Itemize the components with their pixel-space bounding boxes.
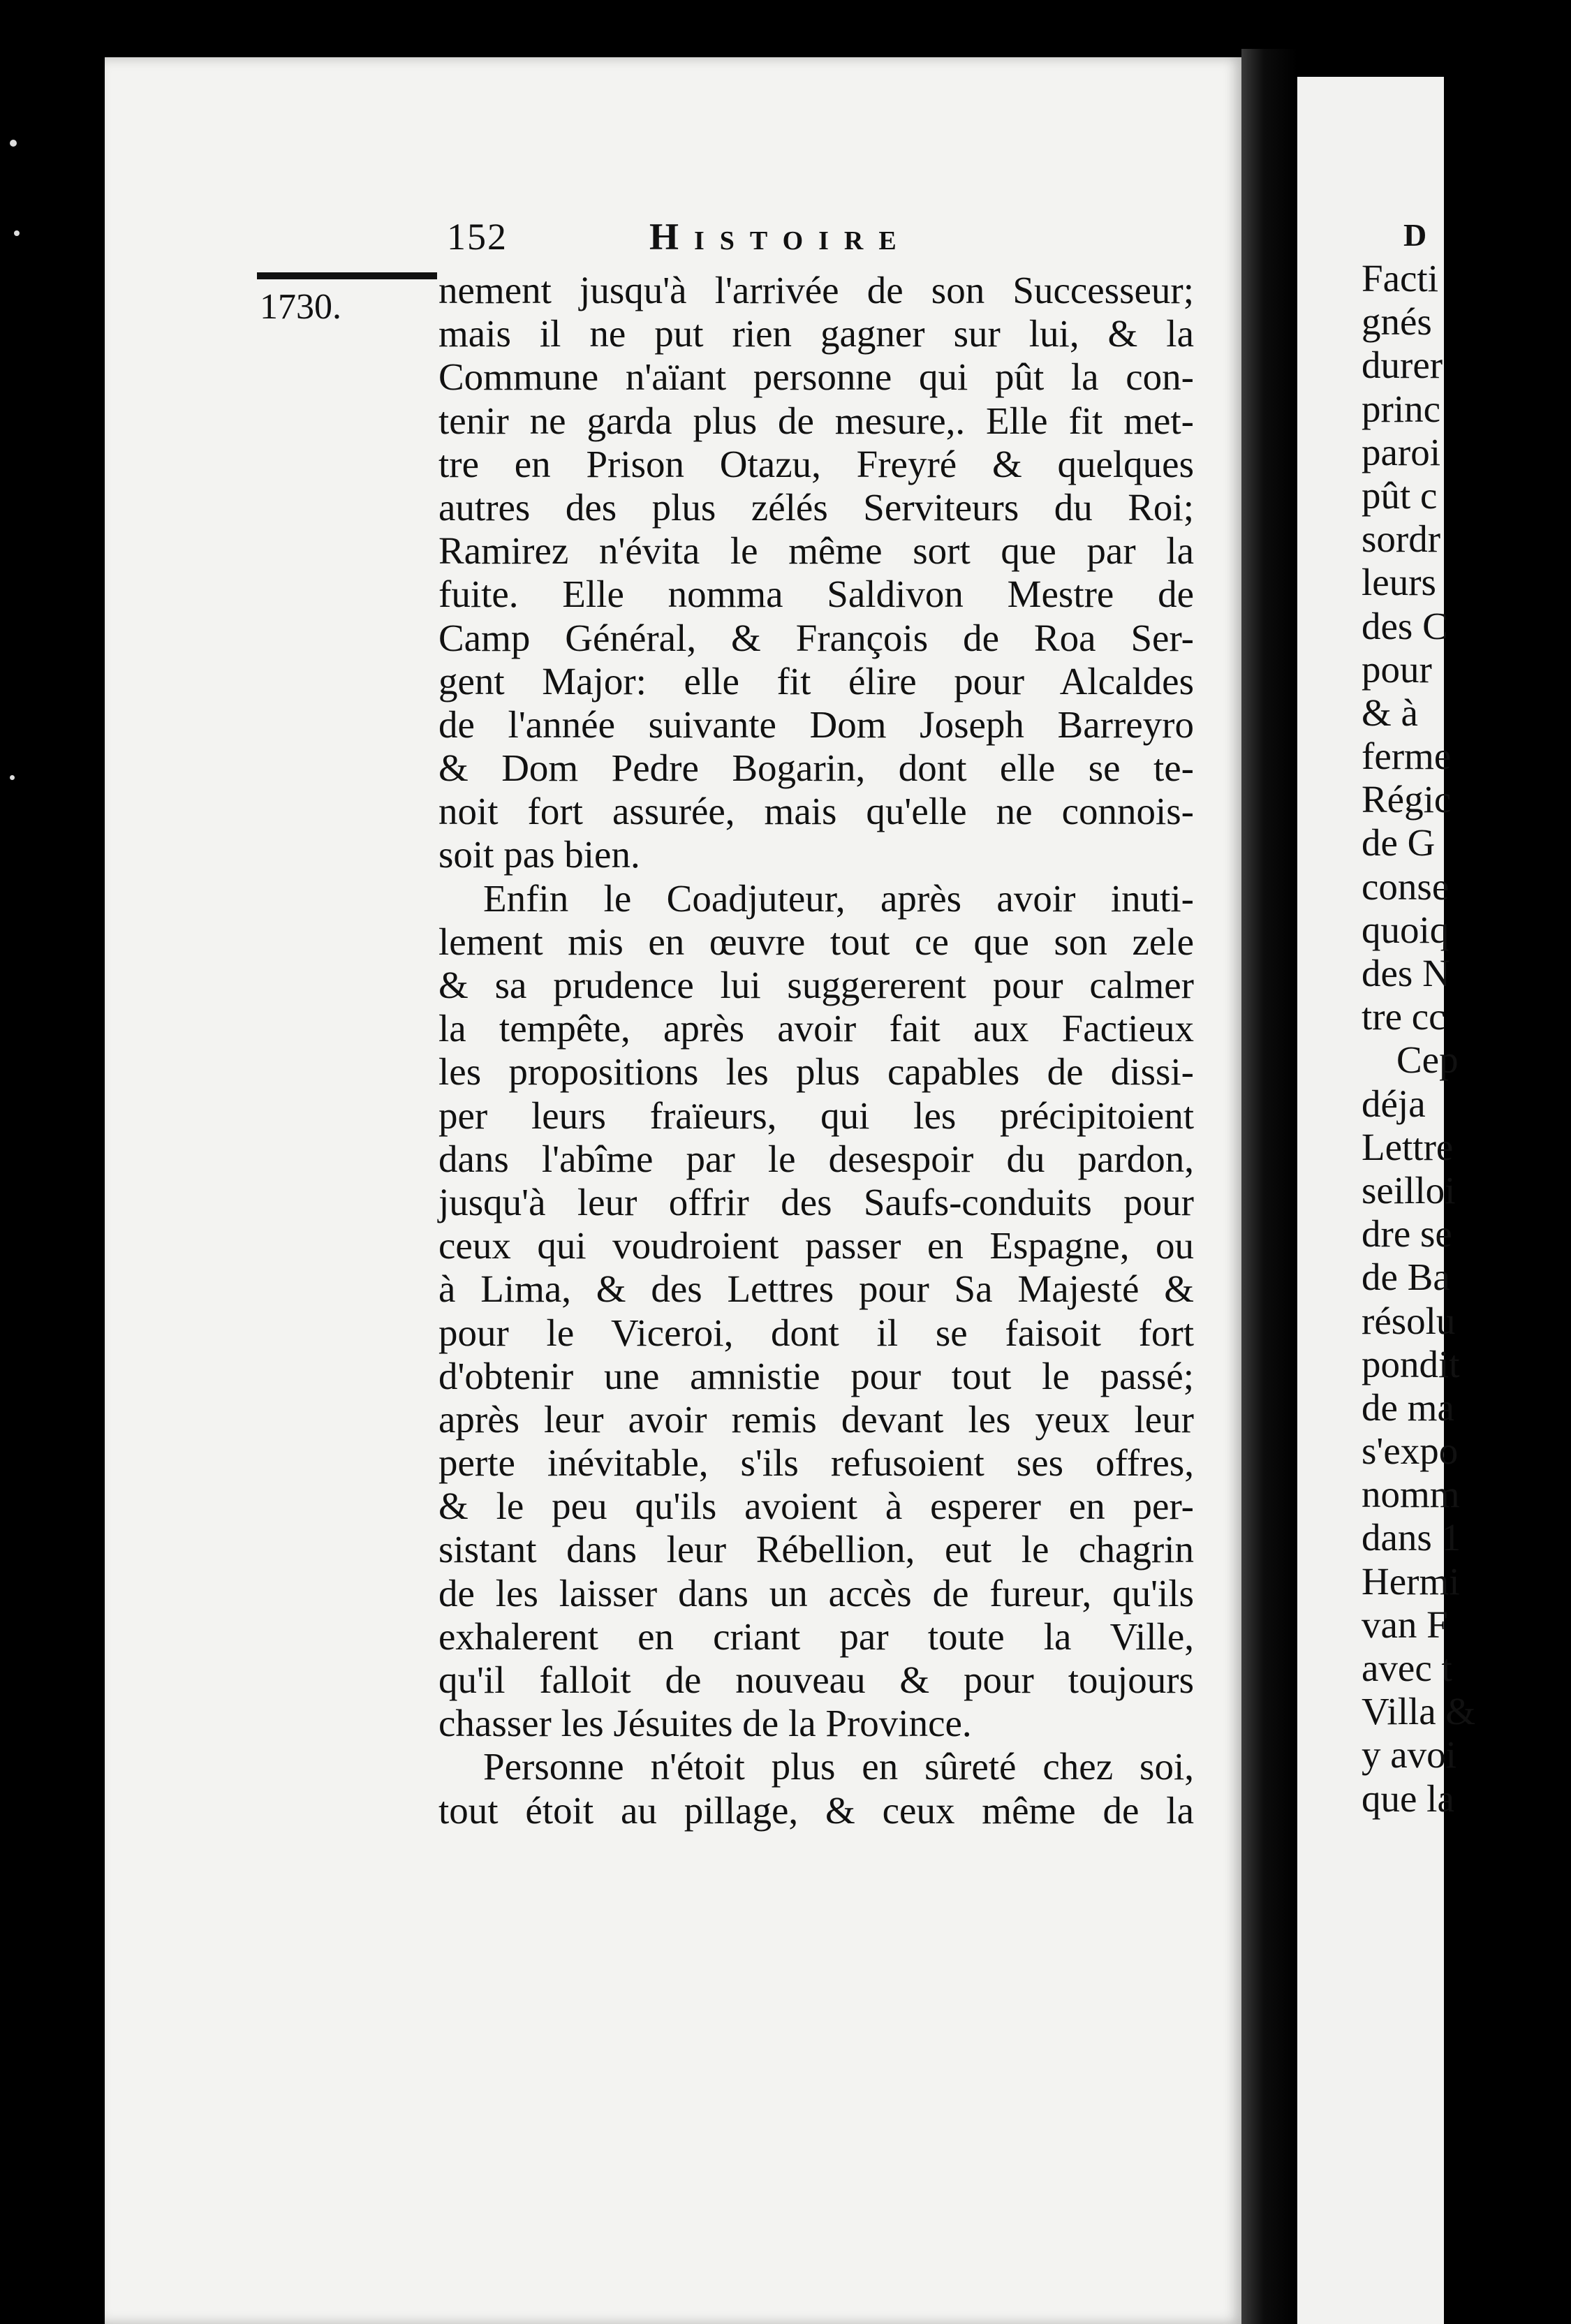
text-line: ceux qui voudroient passer en Espagne, ou [438, 1224, 1194, 1267]
right-text-line: que la [1362, 1777, 1454, 1820]
right-page-header: D [1403, 217, 1427, 253]
right-text-line: paroi [1362, 430, 1441, 473]
text-line: Personne n'étoit plus en sûreté chez soi, [483, 1745, 1194, 1788]
right-text-line: & à [1362, 691, 1418, 734]
text-line: Camp Général, & François de Roa Ser- [438, 616, 1194, 659]
right-text-line: durer [1362, 344, 1443, 387]
right-text-line: quoiq [1362, 908, 1450, 951]
text-line: & sa prudence lui suggererent pour calmer [438, 964, 1194, 1006]
right-text-line: ferme [1362, 735, 1452, 778]
right-text-line: s'expo [1362, 1429, 1459, 1473]
margin-year: 1730. [260, 287, 341, 327]
right-text-line: van F [1362, 1603, 1448, 1646]
text-line: mais il ne put rien gagner sur lui, & la [438, 312, 1194, 355]
right-text-line: déja [1362, 1082, 1426, 1125]
text-line: d'obtenir une amnistie pour tout le passé; [438, 1354, 1194, 1397]
page-number: 152 [447, 216, 508, 258]
text-line: & Dom Pedre Bogarin, dont elle se te- [438, 747, 1194, 790]
right-text-line: pondit [1362, 1342, 1460, 1385]
text-line: per leurs fraïeurs, qui les précipitoient [438, 1094, 1194, 1137]
text-line: & le peu qu'ils avoient à esperer en per- [438, 1485, 1194, 1528]
text-line: sistant dans leur Rébellion, eut le chagrin [438, 1528, 1194, 1571]
right-text-line: Villa & [1362, 1690, 1476, 1733]
right-text-line: tre cc [1362, 995, 1446, 1038]
text-line: jusqu'à leur offrir des Saufs-conduits pour [438, 1180, 1194, 1223]
speck [14, 230, 20, 236]
right-text-line: seilloi [1362, 1168, 1456, 1212]
text-line: Enfin le Coadjuteur, après avoir inuti- [483, 876, 1194, 920]
text-line: à Lima, & des Lettres pour Sa Majesté & [438, 1267, 1194, 1311]
right-text-line: Cep [1396, 1038, 1459, 1082]
text-line: les propositions les plus capables de dissi- [438, 1050, 1194, 1094]
right-text-line: Facti [1362, 257, 1438, 300]
right-text-line: dre se [1362, 1212, 1452, 1256]
text-line: tout étoit au pillage, & ceux même de la [438, 1788, 1194, 1832]
right-text-line: des C [1362, 604, 1448, 647]
speck [10, 140, 17, 147]
text-line: exhalerent en criant par toute la Ville, [438, 1615, 1194, 1658]
text-line: lement mis en œuvre tout ce que son zele [438, 920, 1194, 963]
text-line: gent Major: elle fit élire pour Alcaldes [438, 659, 1194, 703]
right-text-line: pût c [1362, 473, 1438, 517]
right-text-line: pour [1362, 647, 1432, 691]
right-text-line: sordr [1362, 517, 1441, 561]
right-text-line: gnés [1362, 300, 1432, 344]
text-line: autres des plus zélés Serviteurs du Roi; [438, 485, 1194, 529]
text-line: Commune n'aïant personne qui pût la con- [438, 355, 1194, 399]
right-text-line: nomm [1362, 1473, 1460, 1516]
text-line: pour le Viceroi, dont il se faisoit fort [438, 1311, 1194, 1354]
right-text-line: des N [1362, 952, 1450, 994]
body-text [438, 269, 1194, 1832]
text-line: Ramirez n'évita le même sort que par la [438, 529, 1194, 573]
text-line: noit fort assurée, mais qu'elle ne connois- [438, 790, 1194, 833]
right-text-line: y avoi [1362, 1733, 1456, 1777]
right-page-text [1362, 257, 1571, 1821]
right-text-line: Régic [1362, 778, 1452, 821]
header-rule [257, 272, 437, 279]
right-text-line: de Ba [1362, 1256, 1450, 1299]
text-line: dans l'abîme par le desespoir du pardon, [438, 1137, 1194, 1180]
page-header [447, 215, 1187, 257]
text-line: nement jusqu'à l'arrivée de son Successeur; [438, 269, 1194, 311]
text-line: qu'il falloit de nouveau & pour toujours [438, 1659, 1194, 1701]
right-text-line: résolu [1362, 1299, 1456, 1342]
right-text-line: Lettre [1362, 1125, 1454, 1168]
text-line: tre en Prison Otazu, Freyré & quelques [438, 442, 1194, 485]
text-line: fuite. Elle nomma Saldivon Mestre de [438, 573, 1194, 616]
page-gutter [1241, 49, 1297, 2324]
text-line: la tempête, après avoir fait aux Factieux [438, 1007, 1194, 1050]
speck [10, 775, 15, 780]
right-text-line: leurs [1362, 561, 1436, 604]
right-text-line: conse [1362, 865, 1450, 908]
text-line: après leur avoir remis devant les yeux leur [438, 1397, 1194, 1441]
text-line: de les laisser dans un accès de fureur, qu'ils [438, 1571, 1194, 1615]
running-head: Histoire [649, 216, 912, 258]
right-text-line: de G [1362, 821, 1436, 865]
text-line: soit pas bien. [438, 833, 640, 876]
right-text-line: de ma [1362, 1385, 1454, 1429]
right-page [1297, 77, 1476, 2324]
right-text-line: dans 1 [1362, 1516, 1461, 1559]
text-line: chasser les Jésuites de la Province. [438, 1702, 972, 1745]
text-line: perte inévitable, s'ils refusoient ses offres, [438, 1441, 1194, 1485]
text-line: tenir ne garda plus de mesure,. Elle fit met- [438, 399, 1194, 442]
text-line: de l'année suivante Dom Joseph Barreyro [438, 703, 1194, 746]
right-text-line: Hermi [1362, 1559, 1460, 1603]
right-text-line: avec t [1362, 1647, 1452, 1689]
right-text-line: princ [1362, 387, 1441, 430]
